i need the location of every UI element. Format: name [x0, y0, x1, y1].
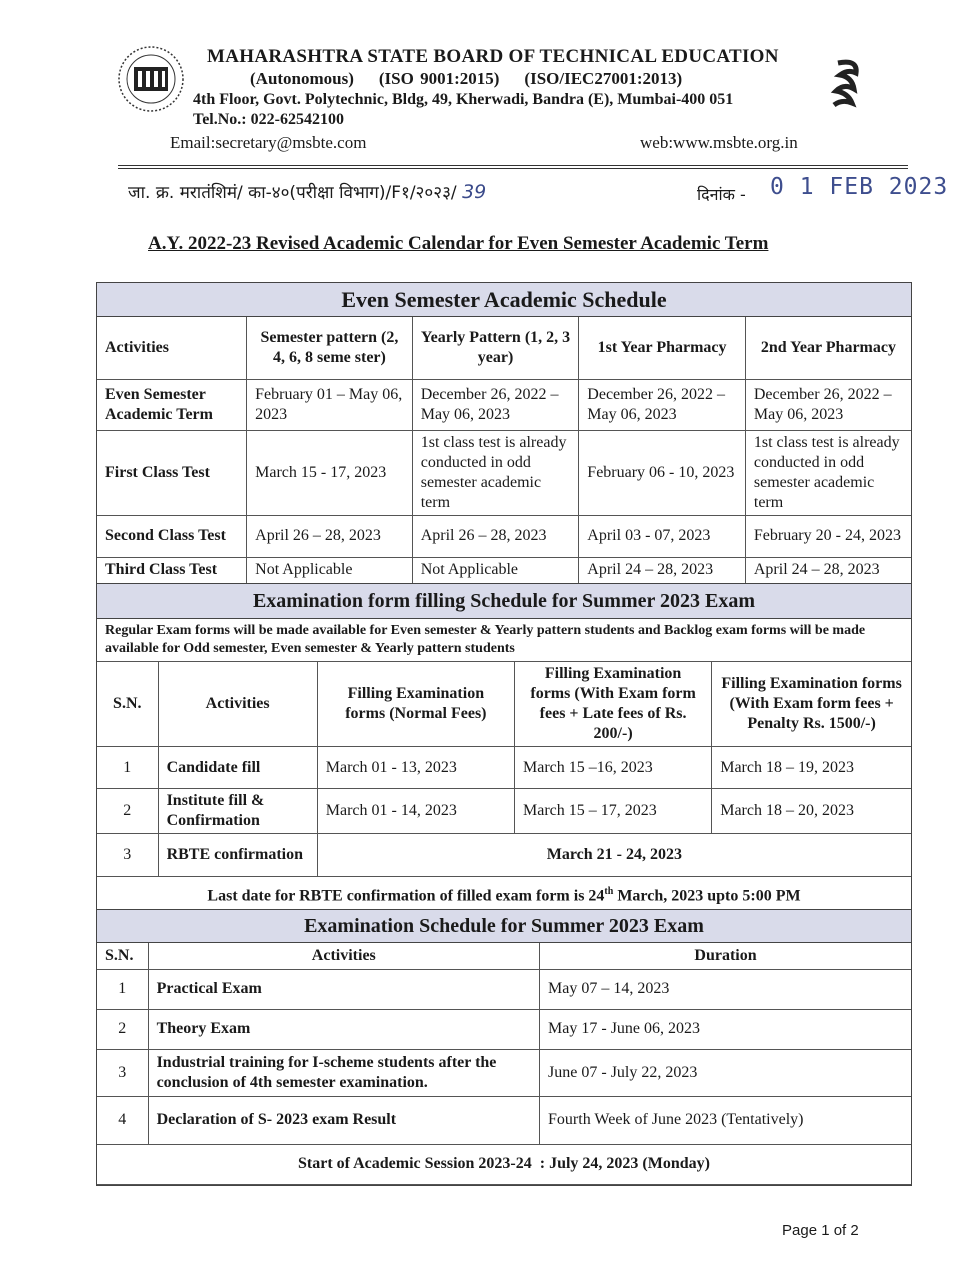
page-number: Page 1 of 2: [782, 1222, 859, 1239]
session-start: Start of Academic Session 2023-24 : July 24, 2023 (Monday): [97, 1144, 911, 1184]
table-cell: March 01 - 14, 2023: [317, 789, 514, 834]
table-cell: April 26 – 28, 2023: [247, 515, 413, 557]
table-cell: 1st class test is already conducted in odd semester academic term: [745, 430, 911, 515]
table-cell: December 26, 2022 – May 06, 2023: [412, 379, 579, 430]
exam-form-band-title: Examination form filling Schedule for Summer 2023 Exam: [97, 584, 911, 619]
table-row: [97, 379, 911, 430]
emblem-icon: [818, 55, 878, 117]
exam-form-header: Filling Examination forms (With Exam form fees + Late fees of Rs. 200/-): [514, 662, 711, 747]
exam-form-header: Filling Examination forms (With Exam form fees + Penalty Rs. 1500/-): [712, 662, 911, 747]
exam-schedule: [96, 909, 912, 1186]
exam-form-header: S.N.: [97, 662, 158, 747]
schedule-table: [97, 317, 911, 584]
table-cell: February 06 - 10, 2023: [579, 430, 746, 515]
table-row: [97, 1144, 911, 1184]
table-cell: Not Applicable: [412, 557, 579, 583]
table-cell: June 07 - July 22, 2023: [540, 1049, 911, 1096]
exam-schedule-header: S.N.: [97, 943, 148, 969]
last-date-note: Last date for RBTE confirmation of filled exam form is 24th March, 2023 upto 5:00 PM: [97, 877, 911, 912]
msbte-logo-icon: [116, 45, 186, 113]
header-divider-2: [118, 168, 908, 169]
table-cell: 3: [97, 834, 158, 877]
schedule-header: 1st Year Pharmacy: [579, 317, 746, 379]
table-cell: April 24 – 28, 2023: [579, 557, 746, 583]
table-row: [97, 747, 911, 789]
reference-text: जा. क्र. मरातंशिमं/ का-४०(परीक्षा विभाग)/F१/२०२३/: [128, 183, 457, 203]
exam-schedule-header: Duration: [540, 943, 911, 969]
board-telephone: Tel.No.: 022-62542100: [193, 111, 344, 128]
exam-form-header: Activities: [158, 662, 317, 747]
table-cell: Industrial training for I-scheme students after the conclusion of 4th semester examination.: [148, 1049, 539, 1096]
table-cell: 3: [97, 1049, 148, 1096]
document-title: A.Y. 2022-23 Revised Academic Calendar for Even Semester Academic Term: [148, 233, 769, 254]
autonomous-iso-line: (Autonomous) (ISO 9001:2015) (ISO/IEC27001:2013): [250, 69, 683, 88]
exam-schedule-band-title: Examination Schedule for Summer 2023 Exam: [97, 910, 911, 943]
table-cell: Third Class Test: [97, 557, 247, 583]
board-website: web:www.msbte.org.in: [640, 133, 798, 152]
table-cell: March 15 – 17, 2023: [514, 789, 711, 834]
table-cell: February 01 – May 06, 2023: [247, 379, 413, 430]
table-cell: Practical Exam: [148, 969, 539, 1009]
table-cell: Institute fill & Confirmation: [158, 789, 317, 834]
table-cell: March 18 – 20, 2023: [712, 789, 911, 834]
exam-form-note: Regular Exam forms will be made available for Even semester & Yearly pattern students and Backlog exam forms will be made available for Odd semester, Even semester & Yearly pattern students: [97, 619, 911, 662]
table-row: [97, 1009, 911, 1049]
table-cell: 4: [97, 1096, 148, 1144]
table-cell: May 07 – 14, 2023: [540, 969, 911, 1009]
table-cell: February 20 - 24, 2023: [745, 515, 911, 557]
reference-line: [128, 180, 486, 203]
table-cell: Declaration of S- 2023 exam Result: [148, 1096, 539, 1144]
table-cell: 2: [97, 789, 158, 834]
table-row: [97, 969, 911, 1009]
table-cell: 1: [97, 969, 148, 1009]
table-cell: 2: [97, 1009, 148, 1049]
board-name: MAHARASHTRA STATE BOARD OF TECHNICAL EDUCATION: [207, 46, 779, 67]
table-cell: 1st class test is already conducted in odd semester academic term: [412, 430, 579, 515]
schedule-header: Yearly Pattern (1, 2, 3 year): [412, 317, 579, 379]
table-cell: December 26, 2022 – May 06, 2023: [579, 379, 746, 430]
table-row: [97, 834, 911, 877]
table-cell: RBTE confirmation: [158, 834, 317, 877]
exam-form-header: Filling Examination forms (Normal Fees): [317, 662, 514, 747]
table-cell: March 01 - 13, 2023: [317, 747, 514, 789]
table-row: [97, 430, 911, 515]
table-row: [97, 1096, 911, 1144]
table-row: [97, 515, 911, 557]
table-cell: 1: [97, 747, 158, 789]
table-cell: December 26, 2022 – May 06, 2023: [745, 379, 911, 430]
table-cell: May 17 - June 06, 2023: [540, 1009, 911, 1049]
rbte-dates-cell: March 21 - 24, 2023: [317, 834, 911, 877]
exam-form-header-row: [97, 662, 911, 747]
table-cell: March 18 – 19, 2023: [712, 747, 911, 789]
table-cell: April 03 - 07, 2023: [579, 515, 746, 557]
exam-schedule-header-row: [97, 943, 911, 969]
header-divider: [118, 165, 908, 166]
date-label: दिनांक -: [697, 185, 746, 204]
board-address: 4th Floor, Govt. Polytechnic, Bldg, 49, Kherwadi, Bandra (E), Mumbai-400 051: [193, 91, 734, 108]
table-cell: Fourth Week of June 2023 (Tentatively): [540, 1096, 911, 1144]
schedule-header-row: [97, 317, 911, 379]
date-stamp: 0 1 FEB 2023: [770, 174, 949, 200]
exam-schedule-header: Activities: [148, 943, 539, 969]
schedule-band-title: Even Semester Academic Schedule: [97, 283, 911, 317]
table-cell: April 26 – 28, 2023: [412, 515, 579, 557]
reference-number: 39: [462, 181, 487, 203]
schedule-header: 2nd Year Pharmacy: [745, 317, 911, 379]
schedule-header: Activities: [97, 317, 247, 379]
schedule-header: Semester pattern (2, 4, 6, 8 seme ster): [247, 317, 413, 379]
table-cell: March 15 –16, 2023: [514, 747, 711, 789]
table-row: [97, 1049, 911, 1096]
even-semester-schedule: [96, 282, 912, 585]
table-row: [97, 877, 911, 912]
board-email: Email:secretary@msbte.com: [170, 133, 367, 152]
table-cell: Second Class Test: [97, 515, 247, 557]
table-cell: Not Applicable: [247, 557, 413, 583]
table-row: [97, 789, 911, 834]
exam-form-table: [97, 662, 911, 912]
table-cell: First Class Test: [97, 430, 247, 515]
table-cell: March 15 - 17, 2023: [247, 430, 413, 515]
table-cell: Candidate fill: [158, 747, 317, 789]
table-cell: Theory Exam: [148, 1009, 539, 1049]
table-cell: Even Semester Academic Term: [97, 379, 247, 430]
exam-form-schedule: [96, 583, 912, 913]
exam-schedule-table: [97, 943, 911, 1185]
table-row: [97, 557, 911, 583]
table-cell: April 24 – 28, 2023: [745, 557, 911, 583]
